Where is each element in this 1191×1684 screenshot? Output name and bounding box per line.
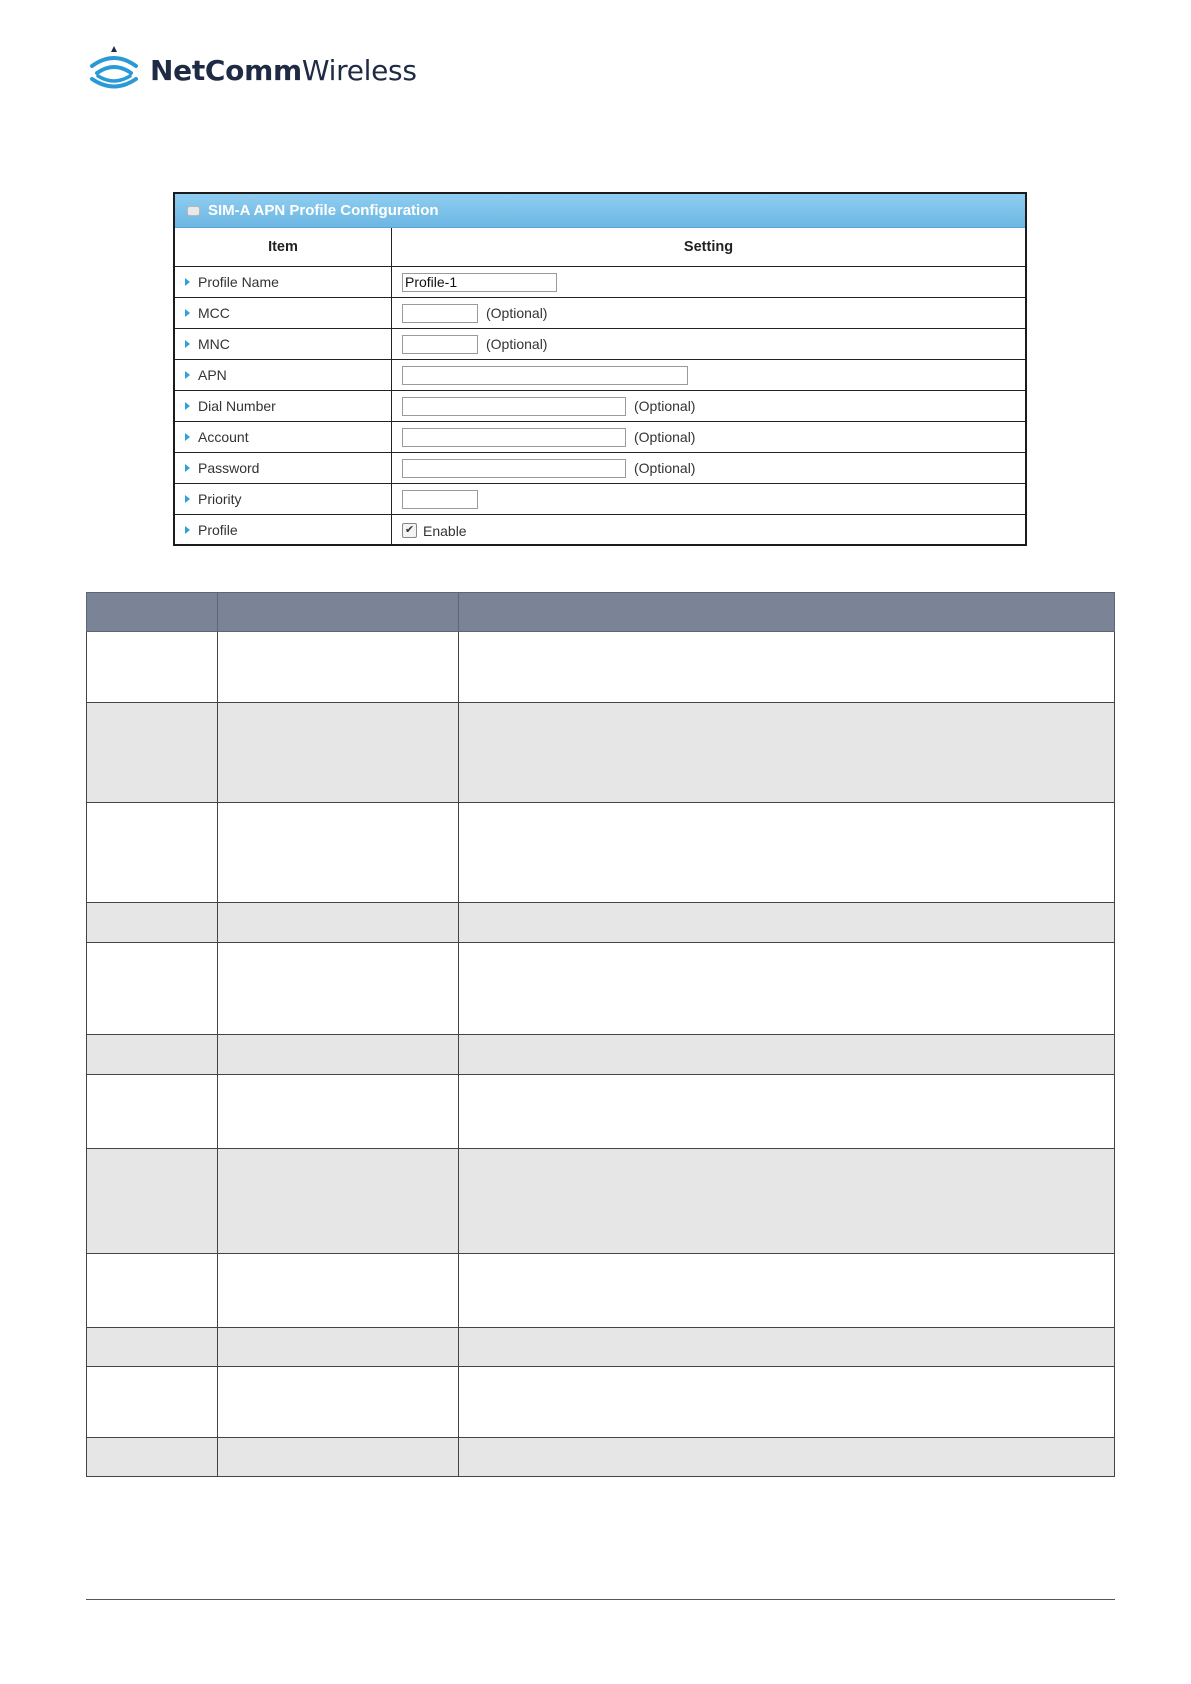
wifi-logo-icon [88, 46, 140, 94]
table-row [87, 1035, 1115, 1075]
col-setting-header: Setting [392, 228, 1026, 267]
arrow-right-icon [185, 526, 190, 534]
header-cell [459, 593, 1115, 632]
arrow-right-icon [185, 402, 190, 410]
table-row [87, 1438, 1115, 1477]
col-item-header: Item [175, 228, 392, 267]
apn-profile-config-panel [173, 192, 1027, 546]
table-row [87, 803, 1115, 903]
arrow-right-icon [185, 371, 190, 379]
optional-note: (Optional) [486, 336, 548, 352]
netcomm-logo [88, 44, 417, 96]
panel-title: SIM-A APN Profile Configuration [208, 202, 439, 219]
row-label: Priority [198, 491, 242, 507]
row-dial-number [175, 391, 1025, 422]
row-password [175, 453, 1025, 484]
row-label: MNC [198, 336, 230, 352]
enable-label: Enable [423, 522, 467, 539]
config-table [175, 228, 1025, 545]
row-label: APN [198, 367, 227, 383]
table-row [87, 943, 1115, 1035]
account-input[interactable] [402, 428, 626, 447]
priority-input[interactable] [402, 490, 478, 509]
description-table [86, 592, 1115, 1477]
arrow-right-icon [185, 464, 190, 472]
arrow-right-icon [185, 278, 190, 286]
table-row [87, 703, 1115, 803]
optional-note: (Optional) [486, 305, 548, 321]
mnc-input[interactable] [402, 335, 478, 354]
table-row [87, 1254, 1115, 1328]
description-header-row [87, 593, 1115, 632]
table-row [87, 1367, 1115, 1438]
table-row [87, 1149, 1115, 1254]
arrow-right-icon [185, 309, 190, 317]
row-label: MCC [198, 305, 230, 321]
optional-note: (Optional) [634, 460, 696, 476]
dial-number-input[interactable] [402, 397, 626, 416]
optional-note: (Optional) [634, 398, 696, 414]
profile-name-input[interactable]: Profile-1 [402, 273, 557, 292]
table-row [87, 632, 1115, 703]
row-mcc [175, 298, 1025, 329]
row-label: Dial Number [198, 398, 276, 414]
header-cell [218, 593, 459, 632]
brand-name: NetCommWireless [150, 53, 417, 87]
arrow-right-icon [185, 495, 190, 503]
table-row [87, 903, 1115, 943]
arrow-right-icon [185, 433, 190, 441]
apn-input[interactable] [402, 366, 688, 385]
footer-divider [86, 1599, 1115, 1600]
panel-bullet-icon [187, 206, 200, 216]
optional-note: (Optional) [634, 429, 696, 445]
row-account [175, 422, 1025, 453]
row-profile [175, 515, 1025, 546]
profile-enable-checkbox[interactable]: ✔ [402, 523, 417, 538]
arrow-right-icon [185, 340, 190, 348]
row-label: Password [198, 460, 260, 476]
row-label: Profile [198, 522, 238, 538]
row-mnc [175, 329, 1025, 360]
table-row [87, 1328, 1115, 1367]
panel-title-bar [175, 194, 1025, 228]
row-apn [175, 360, 1025, 391]
header-cell [87, 593, 218, 632]
password-input[interactable] [402, 459, 626, 478]
row-profile-name [175, 267, 1025, 298]
row-label: Profile Name [198, 274, 279, 290]
table-row [87, 1075, 1115, 1149]
row-label: Account [198, 429, 249, 445]
mcc-input[interactable] [402, 304, 478, 323]
row-priority [175, 484, 1025, 515]
